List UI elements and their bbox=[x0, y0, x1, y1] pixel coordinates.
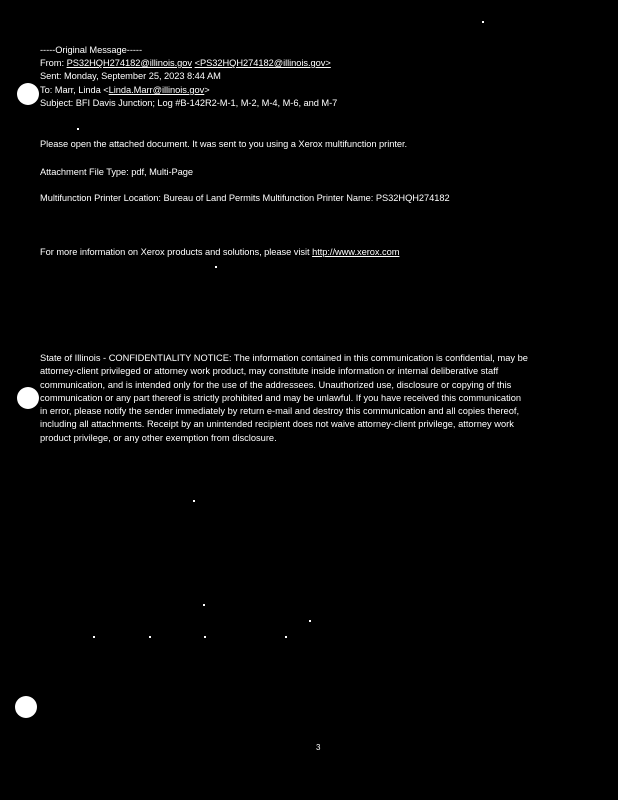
to-label: To: Marr, Linda < bbox=[40, 85, 109, 95]
printer-location-text: Multifunction Printer Location: Bureau of Land Permits Multifunction Printer Name: PS32HQH274182 bbox=[40, 193, 450, 203]
scan-speck bbox=[93, 636, 95, 638]
from-email-link[interactable]: PS32HQH274182@illinois.gov bbox=[66, 58, 193, 68]
scan-speck bbox=[482, 21, 484, 23]
scan-speck bbox=[193, 500, 195, 502]
punch-hole-middle bbox=[17, 387, 39, 409]
from-line bbox=[40, 57, 331, 70]
scan-speck bbox=[149, 636, 151, 638]
to-close: > bbox=[204, 85, 210, 95]
scan-speck bbox=[215, 266, 217, 268]
more-info-line bbox=[40, 246, 399, 259]
punch-hole-bottom bbox=[15, 696, 37, 718]
scan-speck bbox=[203, 604, 205, 606]
from-email-bracket-link[interactable]: <PS32HQH274182@illinois.gov> bbox=[194, 58, 331, 68]
scan-speck bbox=[204, 636, 206, 638]
more-info-text: For more information on Xerox products and solutions, please visit bbox=[40, 247, 313, 257]
to-email-link[interactable]: Linda.Marr@illinois.gov bbox=[108, 85, 205, 95]
subject-line: Subject: BFI Davis Junction; Log #B-142R2-M-1, M-2, M-4, M-6, and M-7 bbox=[40, 98, 338, 108]
punch-hole-top bbox=[17, 83, 39, 105]
sent-line: Sent: Monday, September 25, 2023 8:44 AM bbox=[40, 71, 221, 81]
attachment-type-text: Attachment File Type: pdf, Multi-Page bbox=[40, 167, 194, 177]
confidentiality-notice: State of Illinois - CONFIDENTIALITY NOTICE: The information contained in this communication is confidential, may be attorney-client privileged or attorney work product, may constitute inside information or internal deliberative staff communication, and is intended only for the use of the addressees. Unauthorized use, disclosure or copying of this communication or any part thereof is strictly prohibited and may be unlawful. If you have received this communication in error, please notify the sender immediately by return e-mail and destroy this communication and all copies thereof, including all attachments. Receipt by an unintended recipient does not waive attorney-client privilege, attorney work product privilege, or any other exemption from disclosure. bbox=[40, 353, 528, 443]
intro-text: Please open the attached document. It was sent to you using a Xerox multifunction printer. bbox=[40, 139, 408, 149]
from-label: From: bbox=[40, 58, 67, 68]
original-message-label: -----Original Message----- bbox=[40, 45, 143, 55]
scan-speck bbox=[285, 636, 287, 638]
page-number: 3 bbox=[316, 743, 321, 752]
to-line bbox=[40, 84, 210, 97]
xerox-website-link[interactable]: http://www.xerox.com bbox=[312, 247, 400, 257]
scan-speck bbox=[309, 620, 311, 622]
scan-speck bbox=[77, 128, 79, 130]
